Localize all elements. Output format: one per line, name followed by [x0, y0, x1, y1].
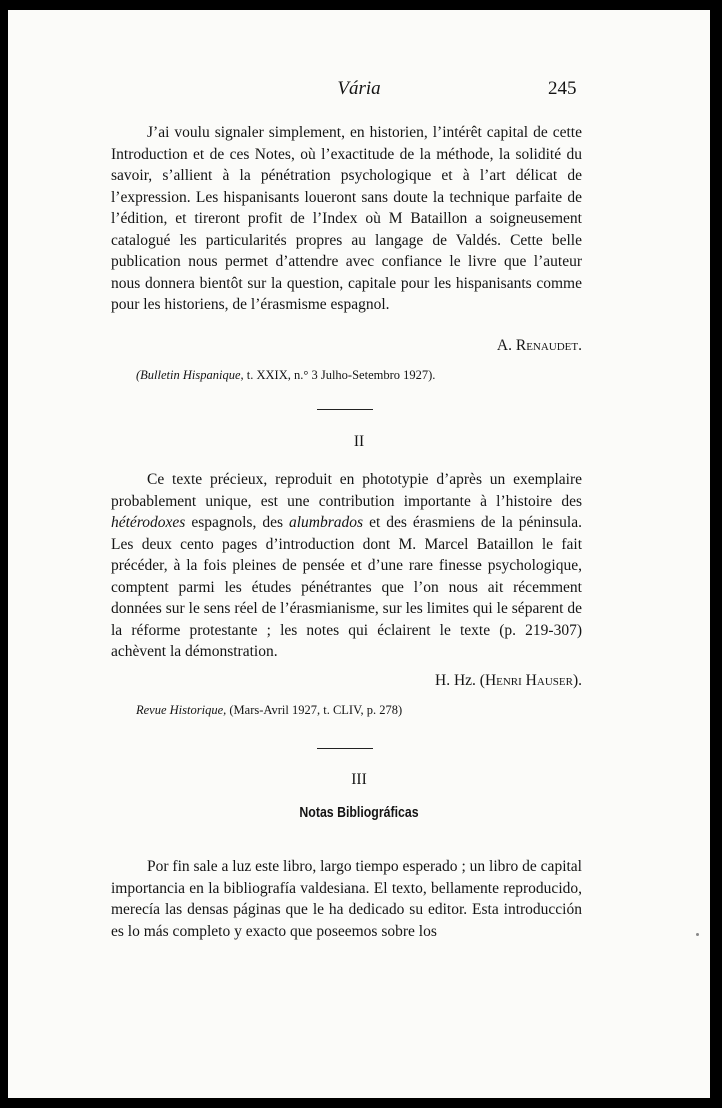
section-heading: Notas Bibliográficas	[299, 805, 419, 821]
signature-hauser	[435, 672, 582, 690]
paragraph-2-italic-heterodoxes: hétérodoxes	[111, 514, 186, 531]
paragraph-2-mid: espagnols, des	[185, 514, 289, 531]
review-paragraph-2	[111, 469, 582, 663]
source-journal-1: (Bulletin Hispanique,	[136, 368, 244, 382]
section-numeral-3: III	[351, 771, 367, 788]
paper-speck	[696, 933, 699, 936]
review-paragraph-1: J’ai voulu signaler simplement, en historien, l’intérêt capital de cette Introduction et de ces Notes, où l’exactitude de la méthode, la solidité du savoir, s’allient à la pénétration psychologique et à l’art délicat de l’expression. Les hispanisants loueront sans doute la technique parfaite de l’édition, et tireront profit de l’Index où M Bataillon a soigneusement catalogué les particularités propres au langage de Valdés. Cette belle publication nous permet d’attendre avec confiance le livre que l’auteur nous donnera bientôt sur la question, capitale pour les hispanisants comme pour les historiens, de l’érasmisme espagnol.	[111, 124, 582, 313]
signature-renaudet: A. Renaudet.	[496, 337, 582, 354]
section-divider-1	[317, 409, 373, 410]
signature-initials: H. Hz. (	[435, 672, 485, 689]
page-number: 245	[548, 78, 577, 99]
signature-name: Henri Hauser	[484, 672, 573, 689]
section-numeral-2: II	[353, 433, 365, 450]
source-details-1: t. XXIX, n.° 3 Julho-Setembro 1927).	[243, 368, 436, 382]
source-citation-1	[136, 368, 435, 383]
review-paragraph-3: Por fin sale a luz este libro, largo tiempo esperado ; un libro de capital importancia en la bibliografía valdesiana. El texto, bellamente reproducido, merecía las densas páginas que le ha dedicado su editor. Esta introducción es lo más completo y exacto que poseemos sobre los	[111, 858, 582, 940]
paragraph-2-rest: et des érasmiens de la péninsula. Les deux cento pages d’introduction dont M. Marcel Bataillon le fait précéder, à la fois pleines de pensée et d’une rare finesse psychologique, comptent parmi les études pénétrantes que l’on nous ait récemment données sur le sens réel de l’érasmianisme, sur les limites qui le séparent de la réforme protestante ; les notes qui éclairent le texte (p. 219-307) achèvent la démonstration.	[111, 514, 582, 660]
source-details-2: (Mars-Avril 1927, t. CLIV, p. 278)	[226, 703, 403, 717]
section-divider-2	[317, 748, 373, 749]
book-page	[8, 10, 710, 1098]
source-citation-2	[136, 703, 402, 718]
running-title: Vária	[337, 78, 381, 99]
paragraph-2-intro: Ce texte précieux, reproduit en phototypie d’après un exemplaire probablement unique, est une contribution importante à l’histoire des	[111, 471, 582, 510]
paragraph-2-italic-alumbrados: alumbrados	[289, 514, 364, 531]
signature-close: ).	[572, 672, 582, 689]
source-journal-2: Revue Historique,	[136, 703, 227, 717]
